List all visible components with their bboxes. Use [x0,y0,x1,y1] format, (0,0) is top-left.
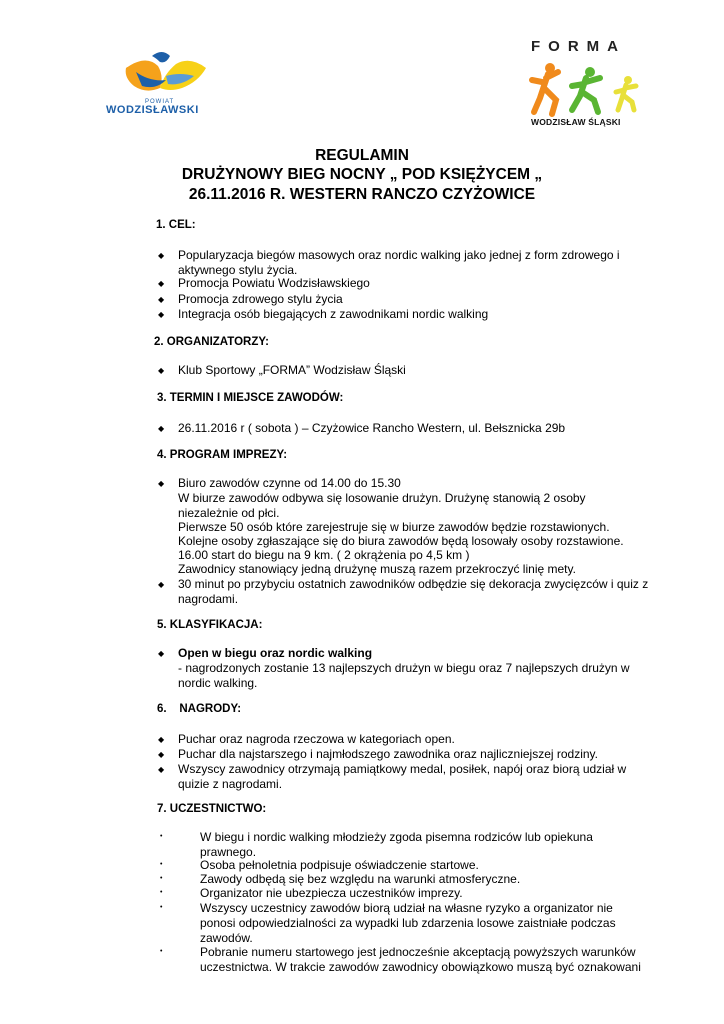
bullet-icon: • [160,875,163,882]
list-item: Wszyscy uczestnicy zawodów biorą udział na własne ryzyko a organizator nie [200,901,613,915]
list-item: Popularyzacja biegów masowych oraz nordic walking jako jednej z form zdrowego i [178,248,620,262]
list-item: Pierwsze 50 osób które zarejestruje się w biurze zawodów będzie rozstawionych. [178,520,610,534]
bullet-icon: ◆ [158,580,165,589]
list-item: prawnego. [200,845,257,859]
list-item: 16.00 start do biegu na 9 km. ( 2 okrążenia po 4,5 km ) [178,548,470,562]
bullet-icon: ◆ [158,424,165,433]
list-item: ponosi odpowiedzialności za wypadki lub zdarzenia losowe zaistniałe podczas [200,916,616,930]
list-item: nagrodami. [178,592,239,606]
list-item: Biuro zawodów czynne od 14.00 do 15.30 [178,476,401,490]
list-item: Zawody odbędą się bez względu na warunki atmosferyczne. [200,872,521,886]
list-item: Wszyscy zawodnicy otrzymają pamiątkowy medal, posiłek, napój oraz biorą udział w [178,762,627,776]
list-item: Zawodnicy stanowiący jedną drużynę muszą razem przekroczyć linię mety. [178,562,576,576]
bullet-icon: • [160,904,163,911]
section-4-heading: 4. PROGRAM IMPREZY: [157,449,288,461]
list-item: Integracja osób biegających z zawodnikami nordic walking [178,307,489,321]
section-3-heading: 3. TERMIN I MIEJSCE ZAWODÓW: [157,392,344,404]
bullet-icon: ◆ [158,366,165,375]
document-title: REGULAMIN [315,147,409,164]
bullet-icon: ◆ [158,310,165,319]
forma-logo-word: FORMA [531,38,626,55]
event-date-place: 26.11.2016 R. WESTERN RANCZO CZYŻOWICE [188,186,536,203]
bullet-icon: ◆ [158,735,165,744]
bullet-icon: ◆ [158,251,165,260]
list-item: Osoba pełnoletnia podpisuje oświadczenie startowe. [200,858,479,872]
section-6-heading: 6. NAGRODY: [157,703,242,715]
bullet-icon: ◆ [158,479,165,488]
event-name: DRUŻYNOWY BIEG NOCNY „ POD KSIĘŻYCEM „ [181,166,543,183]
list-item: Klub Sportowy „FORMA” Wodzisław Śląski [178,363,406,377]
list-item: 30 minut po przybyciu ostatnich zawodników odbędzie się dekoracja zwycięzców i quiz z [178,577,649,591]
list-item: Pobranie numeru startowego jest jednocześnie akceptacją powyższych warunków [200,945,636,959]
section-1-heading: 1. CEL: [156,219,196,231]
list-item: zawodów. [200,931,253,945]
list-item: 26.11.2016 r ( sobota ) – Czyżowice Rancho Western, ul. Bełsznicka 29b [178,421,566,435]
logo-text-powiat: POWIAT [145,99,175,105]
bullet-icon: • [160,861,163,868]
section-7-heading: 7. UCZESTNICTWO: [157,803,267,815]
list-item: Puchar oraz nagroda rzeczowa w kategoriach open. [178,732,455,746]
bullet-icon: • [160,833,163,840]
section-2-heading: 2. ORGANIZATORZY: [154,336,269,348]
bullet-icon: ◆ [158,750,165,759]
list-item: Open w biegu oraz nordic walking [178,646,373,660]
list-item: uczestnictwa. W trakcie zawodów zawodnicy obowiązkowo muszą być oznakowani [200,960,641,974]
list-item: Puchar dla najstarszego i najmłodszego zawodnika oraz najliczniejszej rodziny. [178,747,598,761]
list-item: aktywnego stylu życia. [178,263,298,277]
list-item: - nagrodzonych zostanie 13 najlepszych drużyn w biegu oraz 7 najlepszych drużyn w [178,661,630,675]
bullet-icon: ◆ [158,649,165,658]
logo-text-wodzislawski: WODZISŁAWSKI [106,104,199,116]
list-item: Kolejne osoby zgłaszające się do biura zawodów będą losowały osoby rozstawione. [178,534,624,548]
list-item: Promocja Powiatu Wodzisławskiego [178,276,370,290]
bullet-icon: • [160,889,163,896]
section-5-heading: 5. KLASYFIKACJA: [157,619,263,631]
forma-logo-city: WODZISŁAW ŚLĄSKI [531,117,621,127]
bullet-icon: • [160,948,163,955]
list-item: quizie z nagrodami. [178,777,283,791]
bullet-icon: ◆ [158,295,165,304]
bullet-icon: ◆ [158,279,165,288]
list-item: W biegu i nordic walking młodzieży zgoda pisemna rodziców lub opiekuna [200,830,593,844]
list-item: Organizator nie ubezpiecza uczestników imprezy. [200,886,463,900]
bullet-icon: ◆ [158,765,165,774]
list-item: W biurze zawodów odbywa się losowanie drużyn. Drużynę stanowią 2 osoby [178,491,586,505]
list-item: Promocja zdrowego stylu życia [178,292,343,306]
list-item: niezależnie od płci. [178,506,280,520]
list-item: nordic walking. [178,676,258,690]
